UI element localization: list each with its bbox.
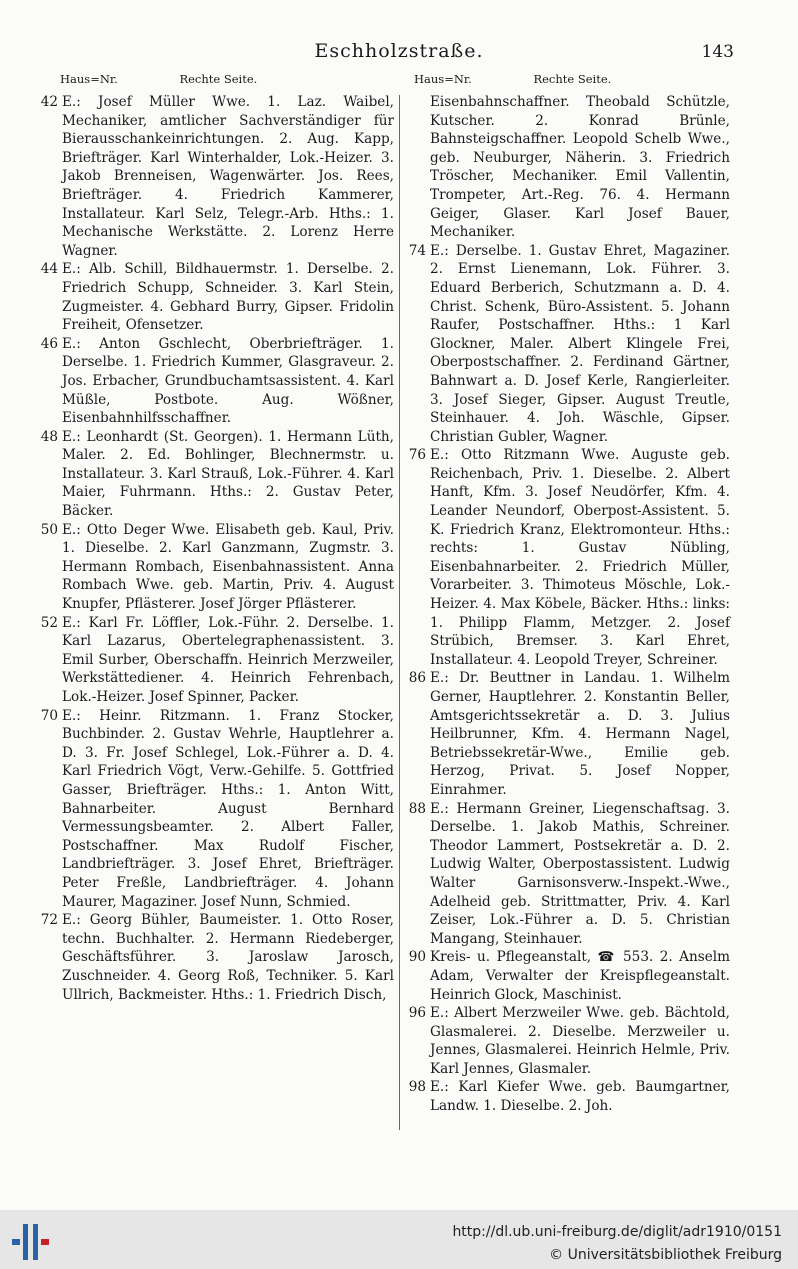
copyright-credit: © Universitätsbibliothek Freiburg [549,1247,782,1263]
house-number: 70 [40,707,58,724]
address-entry [18,335,394,428]
house-number: 42 [40,94,58,110]
address-entry [18,93,394,260]
entry-text: E.: Josef Müller Wwe. 1. Laz. Waibel, Mechaniker, amtlicher Sachverständiger für Bierausschankeinrichtungen. 2. Aug. Kapp, Briefträger. Karl Winterhalder, Lok.-Heizer. 3. Jakob Brenneisen, Wagenwärter. Jos. Rees, Briefträger. 4. Friedrich Kammerer, Installateur. Karl Selz, Telegr.-Arb. Hths.: 1. Mechanische Werkstätte. 2. Lorenz Herre Wagner. [62,94,394,259]
house-number: 52 [40,614,58,631]
address-entry [18,521,394,614]
right-column-header [414,72,611,86]
house-number: 96 [408,1005,426,1022]
address-entry [18,428,394,521]
address-entry [18,707,394,912]
left-house-number-label: Haus=Nr. [60,72,118,86]
address-entry [18,260,394,334]
address-entry [406,1078,730,1115]
entry-text: E.: Otto Deger Wwe. Elisabeth geb. Kaul, Priv. 1. Dieselbe. 2. Karl Ganzmann, Zugmstr. 3. Hermann Rombach, Eisenbahnassistent. Anna Rombach Wwe. geb. Martin, Priv. 4. August Knupfer, Pflästerer. Josef Jörger Pflästerer. [62,521,394,613]
address-entry [406,1004,730,1078]
left-column-header [60,72,257,86]
entry-text: E.: Dr. Beuttner in Landau. 1. Wilhelm Gerner, Hauptlehrer. 2. Konstantin Beller, Amtsgerichtssekretär a. D. 3. Julius Heilbrunner, Kfm. 4. Hermann Nagel, Betriebssekretär-Wwe., Emilie geb. Herzog, Privat. 5. Josef Nopper, Einrahmer. [430,670,730,798]
house-number: 98 [408,1079,426,1096]
left-column [18,93,394,1004]
continued-entry-text: Eisenbahnschaffner. Theobald Schützle, Kutscher. 2. Konrad Brünle, Bahnsteigschaffner. Leopold Schelb Wwe., geb. Neuburger, Näherin. 3. Friedrich Tröscher, Mechaniker. Emil Vallentin, Trompeter, Art.-Reg. 76. 4. Hermann Geiger, Glaser. Karl Josef Bauer, Mechaniker. [430,94,730,241]
right-house-number-label: Haus=Nr. [414,72,472,86]
page-number: 143 [701,42,734,62]
entry-text: E.: Heinr. Ritzmann. 1. Franz Stocker, Buchbinder. 2. Gustav Wehrle, Hauptlehrer a. D. 3. Fr. Josef Schlegel, Lok.-Führer a. D. 4. Karl Friedrich Vögt, Verw.-Gehilfe. 5. Gottfried Gasser, Briefträger. Hths.: 1. Anton Witt, Bahnarbeiter. August Bernhard Vermessungsbeamter. 2. Albert Faller, Postschaffner. Max Rudolf Fischer, Landbriefträger. 3. Josef Ehret, Briefträger. Peter Freßle, Landbriefträger. 4. Johann Maurer, Magaziner. Josef Nunn, Schmied. [62,707,394,910]
left-side-label: Rechte Seite. [179,72,258,86]
address-entry [406,669,730,799]
house-number: 44 [40,261,58,278]
house-number: 48 [40,428,58,445]
entry-text: E.: Anton Gschlecht, Oberbriefträger. 1. Derselbe. 1. Friedrich Kummer, Glasgraveur. 2. Jos. Erbacher, Grundbuchamtsassistent. 4. Karl Müßle, Postbote. Aug. Wößner, Eisenbahnhilfsschaffner. [62,335,394,427]
entry-text: E.: Hermann Greiner, Liegenschaftsag. 3. Derselbe. 1. Jakob Mathis, Schreiner. Theodor Lammert, Postsekretär a. D. 2. Ludwig Walter, Oberpostassistent. Ludwig Walter Garnisonsverw.-Inspekt.-Wwe., Adelheid geb. Strittmatter, Priv. 4. Karl Zeiser, Lok.-Führer a. D. 5. Christian Mangang, Steinhauer. [430,800,730,947]
address-entry [406,446,730,669]
permalink-url[interactable]: http://dl.ub.uni-freiburg.de/diglit/adr1910/0151 [452,1224,782,1240]
right-column [406,93,730,1116]
entry-text: E.: Georg Bühler, Baumeister. 1. Otto Roser, techn. Buchhalter. 2. Hermann Riedeberger, Geschäftsführer. 3. Jaroslaw Jarosch, Zuschneider. 4. Georg Roß, Techniker. 5. Karl Ullrich, Backmeister. Hths.: 1. Friedrich Disch, [62,912,394,1003]
entry-text: E.: Otto Ritzmann Wwe. Auguste geb. Reichenbach, Priv. 1. Dieselbe. 2. Albert Hanft, Kfm. 3. Josef Neudörfer, Kfm. 4. Leander Neundorf, Oberpost-Assistent. 5. K. Friedrich Kranz, Elektromonteur. Hths.: rechts: 1. Gustav Nübling, Eisenbahnarbeiter. 2. Friedrich Müller, Vorarbeiter. 3. Thimoteus Möschle, Lok.-Heizer. 4. Max Köbele, Bäcker. Hths.: links: 1. Philipp Flamm, Metzger. 2. Josef Strübich, Bremser. 3. Karl Ehret, Installateur. 4. Leopold Treyer, Schreiner. [430,447,730,668]
entry-text: E.: Albert Merzweiler Wwe. geb. Bächtold, Glasmalerei. 2. Dieselbe. Merzweiler u. Jennes, Glasmalerei. Heinrich Helmle, Priv. Karl Jennes, Glasmaler. [430,1005,730,1077]
entry-text: E.: Leonhardt (St. Georgen). 1. Hermann Lüth, Maler. 2. Ed. Bohlinger, Blechnermstr. u. Installateur. 3. Karl Strauß, Lok.-Führer. 4. Karl Maier, Fuhrmann. Hths.: 2. Gustav Peter, Bäcker. [62,428,394,520]
entry-text: E.: Alb. Schill, Bildhauermstr. 1. Derselbe. 2. Friedrich Schupp, Schneider. 3. Karl Stein, Zugmeister. 4. Gebhard Burry, Gipser. Fridolin Freiheit, Ofensetzer. [62,261,394,334]
right-side-label: Rechte Seite. [533,72,612,86]
entry-text: E.: Karl Kiefer Wwe. geb. Baumgartner, Landw. 1. Dieselbe. 2. Joh. [430,1079,730,1115]
address-entry [406,948,730,1004]
entry-text: E.: Derselbe. 1. Gustav Ehret, Magaziner. 2. Ernst Lienemann, Lok. Führer. 3. Eduard Berberich, Schutzmann a. D. 4. Christ. Schenk, Büro-Assistent. 5. Johann Raufer, Postschaffner. Hths.: 1 Karl Glockner, Maler. Albert Klingele Frei, Oberpostschaffner. 2. Ferdinand Gärtner, Bahnwart a. D. Josef Kerle, Rangierleiter. 3. Josef Sieger, Gipser. August Treutle, Steinhauer. 4. Joh. Wäschle, Gipser. Christian Gubler, Wagner. [430,242,730,445]
entry-text: Kreis- u. Pflegeanstalt, ☎ 553. 2. Anselm Adam, Verwalter der Kreispflegeanstalt. Heinrich Glock, Maschinist. [430,949,730,1003]
ub-freiburg-logo-icon [10,1222,50,1262]
address-entry [406,242,730,447]
house-number: 90 [408,949,426,966]
entry-text: E.: Karl Fr. Löffler, Lok.-Führ. 2. Derselbe. 1. Karl Lazarus, Obertelegraphenassistent. 3. Emil Surber, Oberschaffn. Heinrich Merzweiler, Werkstättediener. 4. Heinrich Fehrenbach, Lok.-Heizer. Josef Spinner, Packer. [62,614,394,705]
house-number: 46 [40,335,58,352]
viewer-footer [0,1210,798,1269]
address-entry [18,614,394,707]
house-number: 88 [408,800,426,817]
house-number: 72 [40,912,58,929]
address-entry [18,911,394,1004]
house-number: 76 [408,447,426,464]
house-number: 86 [408,670,426,687]
house-number: 50 [40,521,58,538]
page-title: Eschholzstraße. [314,40,484,62]
house-number: 74 [408,242,426,259]
address-entry [406,800,730,949]
